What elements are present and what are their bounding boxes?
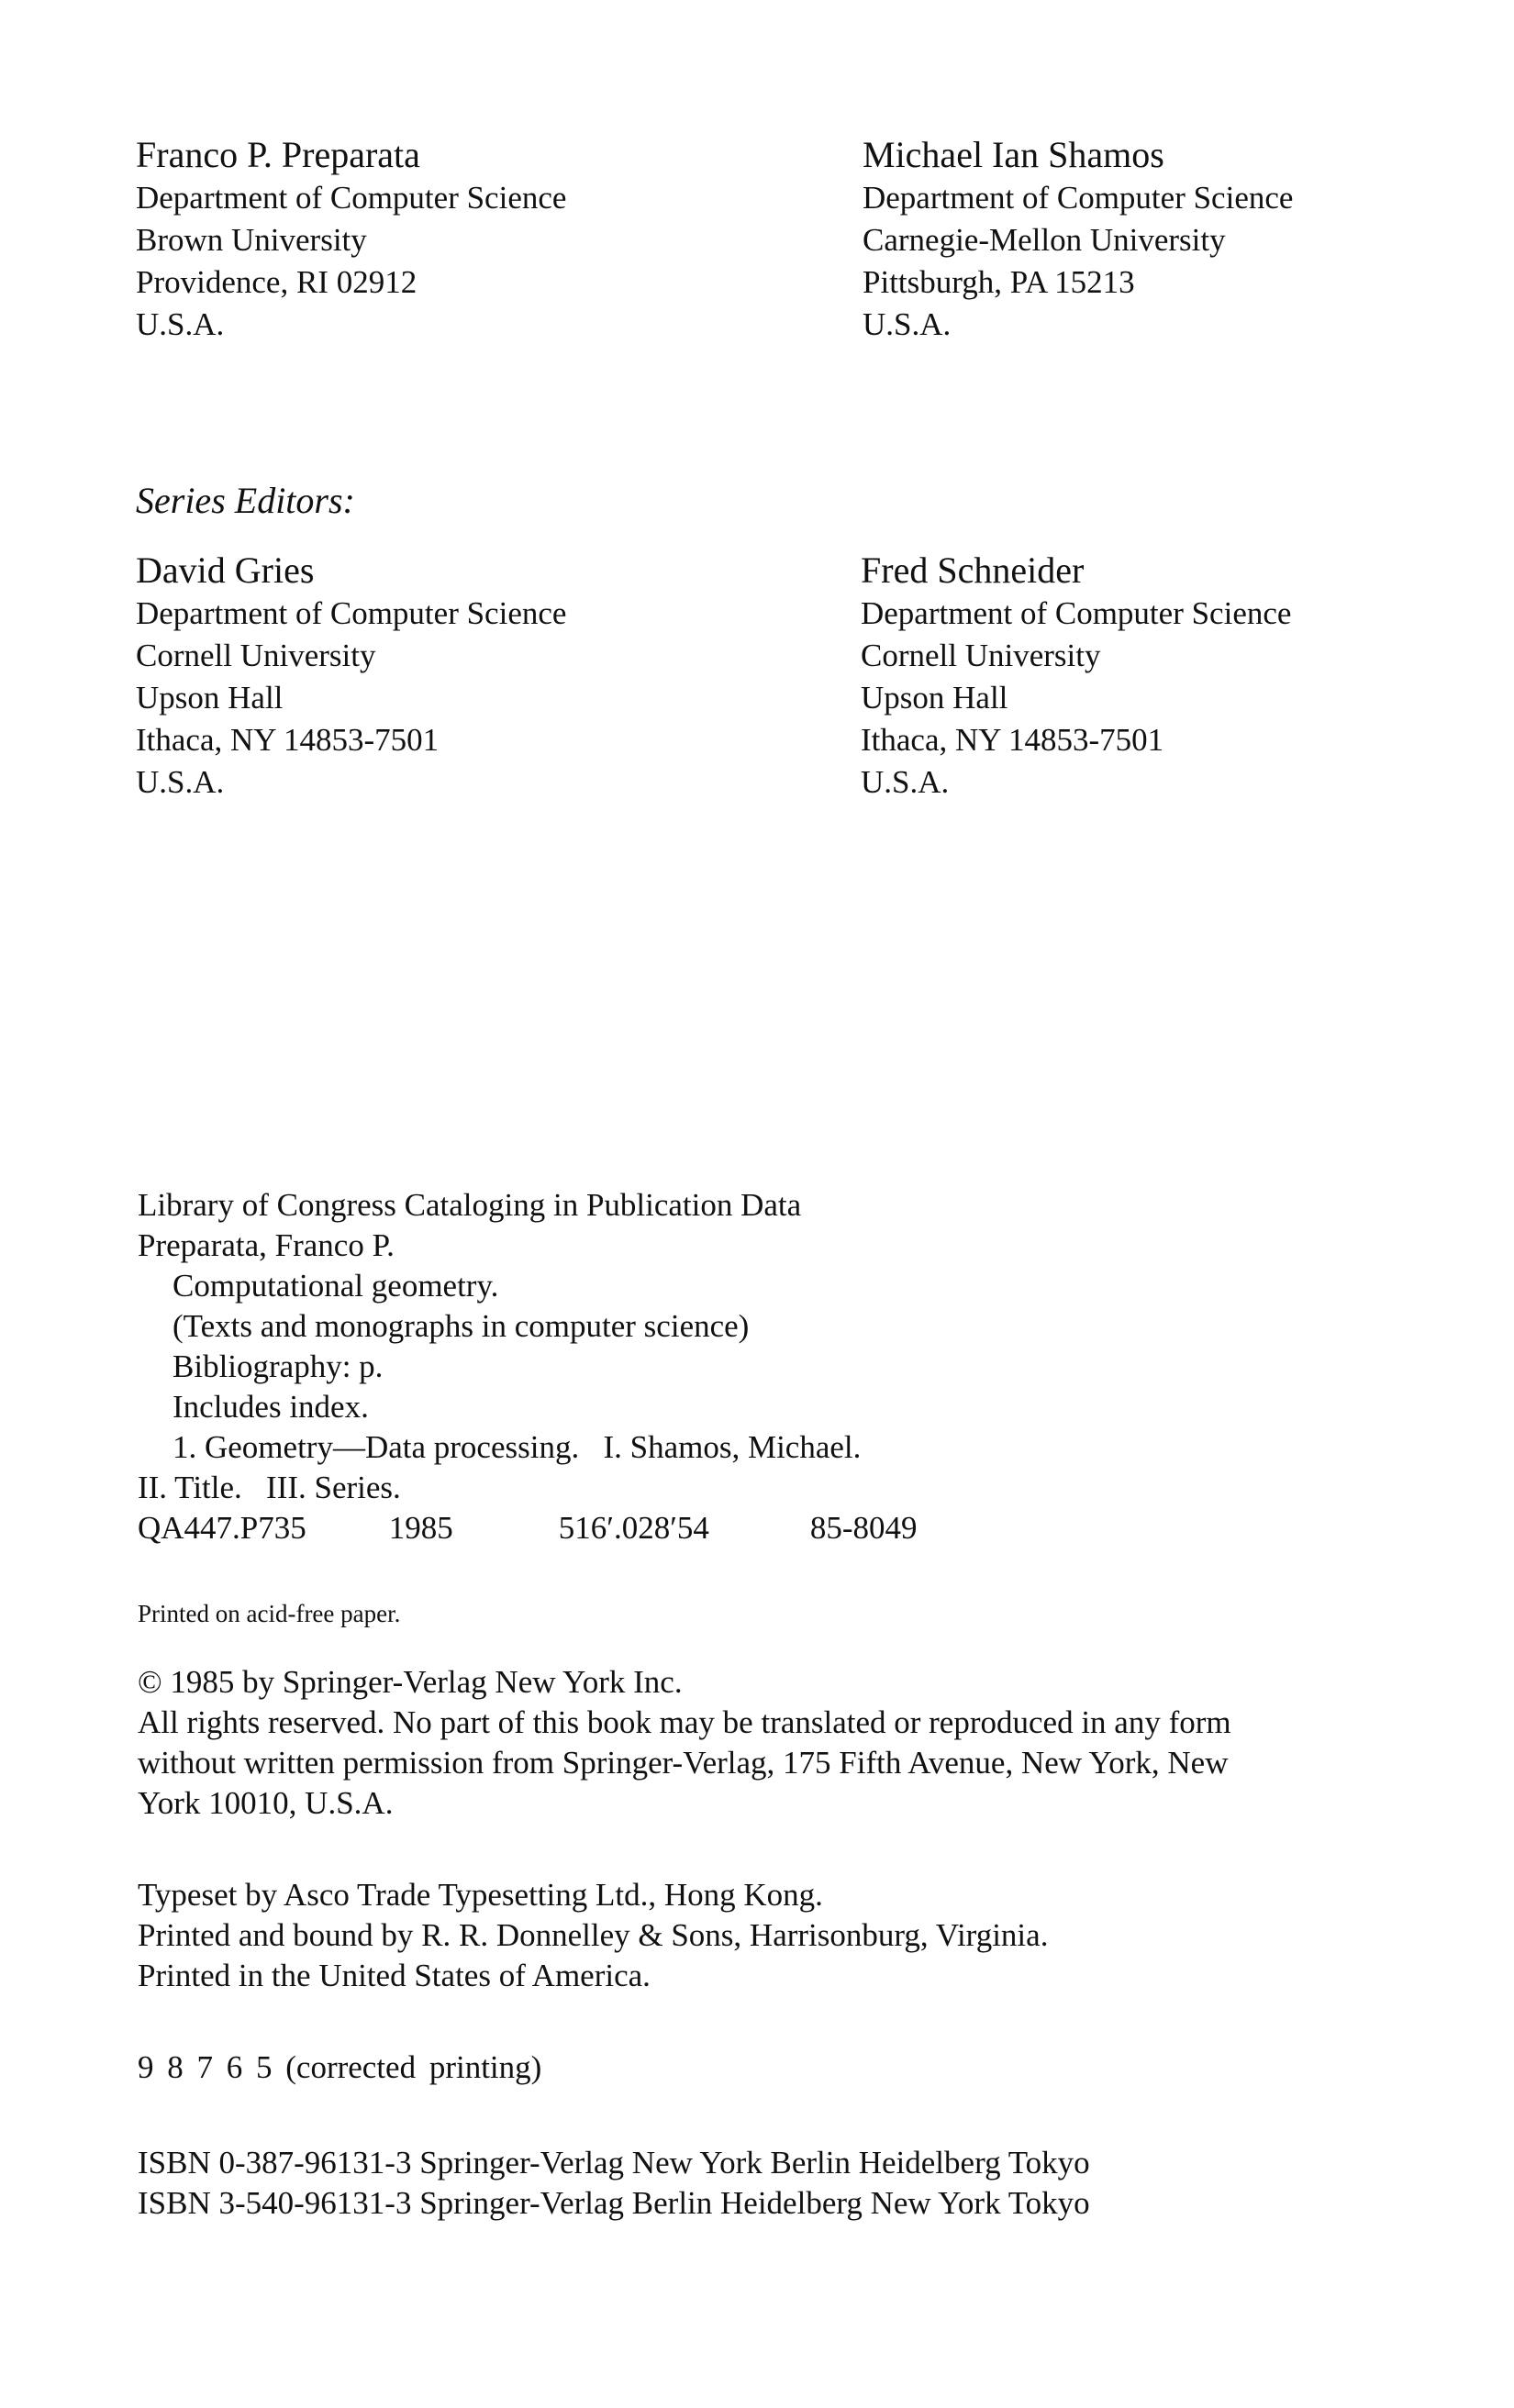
production-block bbox=[138, 1875, 1048, 1996]
author-university: Brown University bbox=[136, 222, 367, 258]
rights-line: All rights reserved. No part of this book may be translated or reproduced in any form bbox=[138, 1704, 1231, 1740]
printing-line: 9 8 7 6 5 (corrected printing) bbox=[138, 2049, 542, 2085]
copyright-notice: © 1985 by Springer-Verlag New York Inc. bbox=[138, 1664, 683, 1700]
editor-name: David Gries bbox=[136, 549, 315, 591]
printed-in-line: Printed in the United States of America. bbox=[138, 1958, 651, 1993]
editor-building: Upson Hall bbox=[136, 680, 284, 716]
editor-block-schneider bbox=[861, 549, 1291, 804]
cip-bibliography: Bibliography: p. bbox=[173, 1348, 384, 1384]
author-city: Providence, RI 02912 bbox=[136, 264, 417, 300]
author-name: Franco P. Preparata bbox=[136, 134, 420, 175]
author-city: Pittsburgh, PA 15213 bbox=[863, 264, 1135, 300]
editor-university: Cornell University bbox=[136, 638, 376, 673]
editor-building: Upson Hall bbox=[861, 680, 1008, 716]
editor-department: Department of Computer Science bbox=[136, 595, 567, 631]
author-name: Michael Ian Shamos bbox=[863, 134, 1164, 175]
cip-call-number: QA447.P735 bbox=[138, 1510, 306, 1546]
cip-data-block bbox=[138, 1185, 918, 1548]
cip-subjects: 1. Geometry—Data processing. I. Shamos, Michael. bbox=[173, 1429, 862, 1465]
author-university: Carnegie-Mellon University bbox=[863, 222, 1226, 258]
author-block-preparata bbox=[136, 133, 566, 346]
author-department: Department of Computer Science bbox=[863, 180, 1294, 216]
cip-author: Preparata, Franco P. bbox=[138, 1227, 395, 1263]
editor-country: U.S.A. bbox=[861, 764, 950, 800]
rights-line: York 10010, U.S.A. bbox=[138, 1785, 394, 1821]
editor-name: Fred Schneider bbox=[861, 549, 1085, 591]
printer-line: Printed and bound by R. R. Donnelley & Sons, Harrisonburg, Virginia. bbox=[138, 1917, 1049, 1953]
cip-heading: Library of Congress Cataloging in Publication Data bbox=[138, 1187, 802, 1223]
editor-city: Ithaca, NY 14853-7501 bbox=[136, 722, 440, 758]
cip-lccn: 85-8049 bbox=[809, 1510, 918, 1546]
cip-classification-row bbox=[138, 1508, 918, 1548]
author-country: U.S.A. bbox=[863, 306, 952, 342]
isbn-line: ISBN 0-387-96131-3 Springer-Verlag New York Berlin Heidelberg Tokyo bbox=[138, 2145, 1090, 2181]
series-editors-heading: Series Editors: bbox=[136, 480, 355, 521]
typesetter-line: Typeset by Asco Trade Typesetting Ltd., Hong Kong. bbox=[138, 1877, 823, 1913]
editor-city: Ithaca, NY 14853-7501 bbox=[861, 722, 1164, 758]
author-department: Department of Computer Science bbox=[136, 180, 567, 216]
editor-block-gries bbox=[136, 549, 566, 804]
editor-country: U.S.A. bbox=[136, 764, 225, 800]
cip-series: (Texts and monographs in computer science) bbox=[173, 1308, 750, 1344]
copyright-block bbox=[138, 1662, 1231, 1824]
author-block-shamos bbox=[863, 133, 1293, 346]
cip-title: Computational geometry. bbox=[173, 1268, 499, 1304]
cip-year: 1985 bbox=[388, 1510, 453, 1546]
editor-department: Department of Computer Science bbox=[861, 595, 1292, 631]
author-country: U.S.A. bbox=[136, 306, 225, 342]
cip-subjects-continued: II. Title. III. Series. bbox=[138, 1470, 401, 1505]
isbn-line: ISBN 3-540-96131-3 Springer-Verlag Berlin Heidelberg New York Tokyo bbox=[138, 2185, 1090, 2221]
editor-university: Cornell University bbox=[861, 638, 1101, 673]
acid-free-paper-note: Printed on acid-free paper. bbox=[138, 1600, 401, 1627]
isbn-block bbox=[138, 2143, 1090, 2224]
rights-line: without written permission from Springer-Verlag, 175 Fifth Avenue, New York, New bbox=[138, 1745, 1229, 1781]
cip-index: Includes index. bbox=[173, 1389, 369, 1425]
cip-dewey: 516′.028′54 bbox=[558, 1510, 709, 1546]
